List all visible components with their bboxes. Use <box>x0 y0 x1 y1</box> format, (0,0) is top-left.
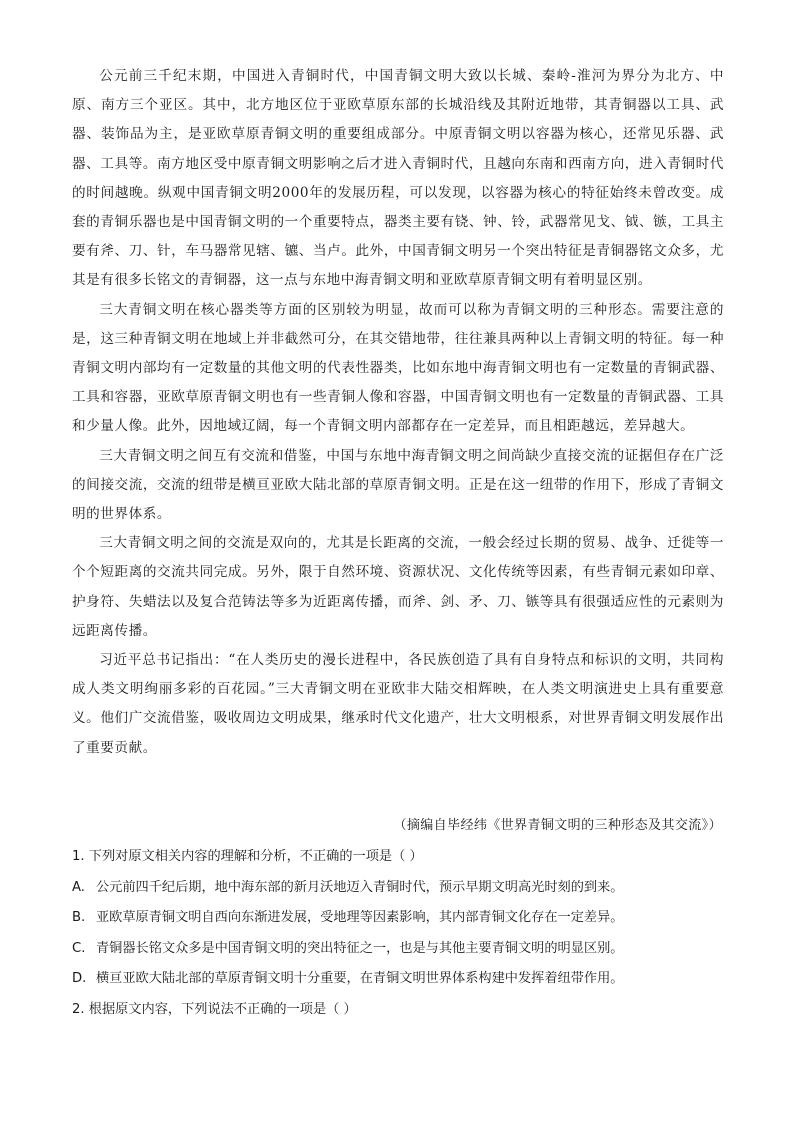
option-letter: C. <box>72 940 86 956</box>
option-text: 横亘亚欧大陆北部的草原青铜文明十分重要，在青铜文明世界体系构建中发挥着纽带作用。 <box>96 971 624 986</box>
question-1-option-c <box>72 934 724 965</box>
option-letter: D. <box>72 971 87 986</box>
passage-paragraph-1: 公元前三千纪末期，中国进入青铜时代，中国青铜文明大致以长城、秦岭-淮河为界分为北方、中原、南方三个亚区。其中，北方地区位于亚欧草原东部的长城沿线及其附近地带，其青铜器以工具、武器、装饰品为主，是亚欧草原青铜文明的重要组成部分。中原青铜文明以容器为核心，还常见乐器、武器、工具等。南方地区受中原青铜文明影响之后才进入青铜时代，且越向东南和西南方向，进入青铜时代的时间越晚。纵观中国青铜文明2000年的发展历程，可以发现，以容器为核心的特征始终未曾改变。成套的青铜乐器也是中国青铜文明的一个重要特点，器类主要有铙、钟、铃，武器常见戈、钺、镞，工具主要有斧、刀、针，车马器常见辖、镳、当卢。此外，中国青铜文明另一个突出特征是青铜器铭文众多，尤其是有很多长铭文的青铜器，这一点与东地中海青铜文明和亚欧草原青铜文明有着明显区别。 <box>72 68 724 289</box>
passage-paragraph-4: 三大青铜文明之间的交流是双向的，尤其是长距离的交流，一般会经过长期的贸易、战争、迁徙等一个个短距离的交流共同完成。另外，限于自然环境、资源状况、文化传统等因素，有些青铜元素如印章、护身符、失蜡法以及复合范铸法等多为近距离传播，而斧、剑、矛、刀、镞等具有很强适应性的元素则为远距离传播。 <box>72 535 724 639</box>
reading-passage <box>72 62 724 763</box>
question-1-stem: 1. 下列对原文相关内容的理解和分析，不正确的一项是（ ） <box>72 849 423 864</box>
passage-paragraph-2: 三大青铜文明在核心器类等方面的区别较为明显，故而可以称为青铜文明的三种形态。需要注意的是，这三种青铜文明在地域上并非截然可分，在其交错地带，往往兼具两种以上青铜文明的特征。每一种青铜文明内部均有一定数量的其他文明的代表性器类，比如东地中海青铜文明也有一定数量的青铜武器、工具和容器，亚欧草原青铜文明也有一些青铜人像和容器，中国青铜文明也有一定数量的青铜武器、工具和少量人像。此外，因地域辽阔，每一个青铜文明内部都存在一定差异，而且相距越远，差异越大。 <box>72 301 724 435</box>
passage-paragraph-5: 习近平总书记指出：“在人类历史的漫长进程中，各民族创造了具有自身特点和标识的文明，共同构成人类文明绚丽多彩的百花园。”三大青铜文明在亚欧非大陆交相辉映，在人类文明演进史上具有重要意义。他们广交流借鉴，吸收周边文明成果，继承时代文化遗产，壮大文明根系，对世界青铜文明发展作出了重要贡献。 <box>72 652 724 756</box>
question-1-option-a <box>72 873 724 904</box>
option-text: 公元前四千纪后期，地中海东部的新月沃地迈入青铜时代，预示早期文明高光时刻的到来。 <box>96 879 624 895</box>
question-1-option-d <box>72 964 724 995</box>
option-text: 青铜器长铭文众多是中国青铜文明的突出特征之一，也是与其他主要青铜文明的明显区别。 <box>96 940 624 956</box>
passage-source-citation: （摘编自毕经纬《世界青铜文明的三种形态及其交流》） <box>393 818 722 833</box>
option-letter: A. <box>72 879 85 895</box>
option-text: 亚欧草原青铜文明自西向东渐进发展，受地理等因素影响，其内部青铜文化存在一定差异。 <box>96 910 624 925</box>
option-letter: B. <box>72 910 86 925</box>
questions-section <box>72 842 724 1025</box>
question-1-option-b <box>72 903 724 934</box>
question-2-stem: 2. 根据原文内容，下列说法不正确的一项是（ ） <box>72 1001 357 1017</box>
passage-paragraph-3: 三大青铜文明之间互有交流和借鉴，中国与东地中海青铜文明之间尚缺少直接交流的证据但存在广泛的间接交流，交流的纽带是横亘亚欧大陆北部的草原青铜文明。正是在这一纽带的作用下，形成了青铜文明的世界体系。 <box>72 447 724 523</box>
